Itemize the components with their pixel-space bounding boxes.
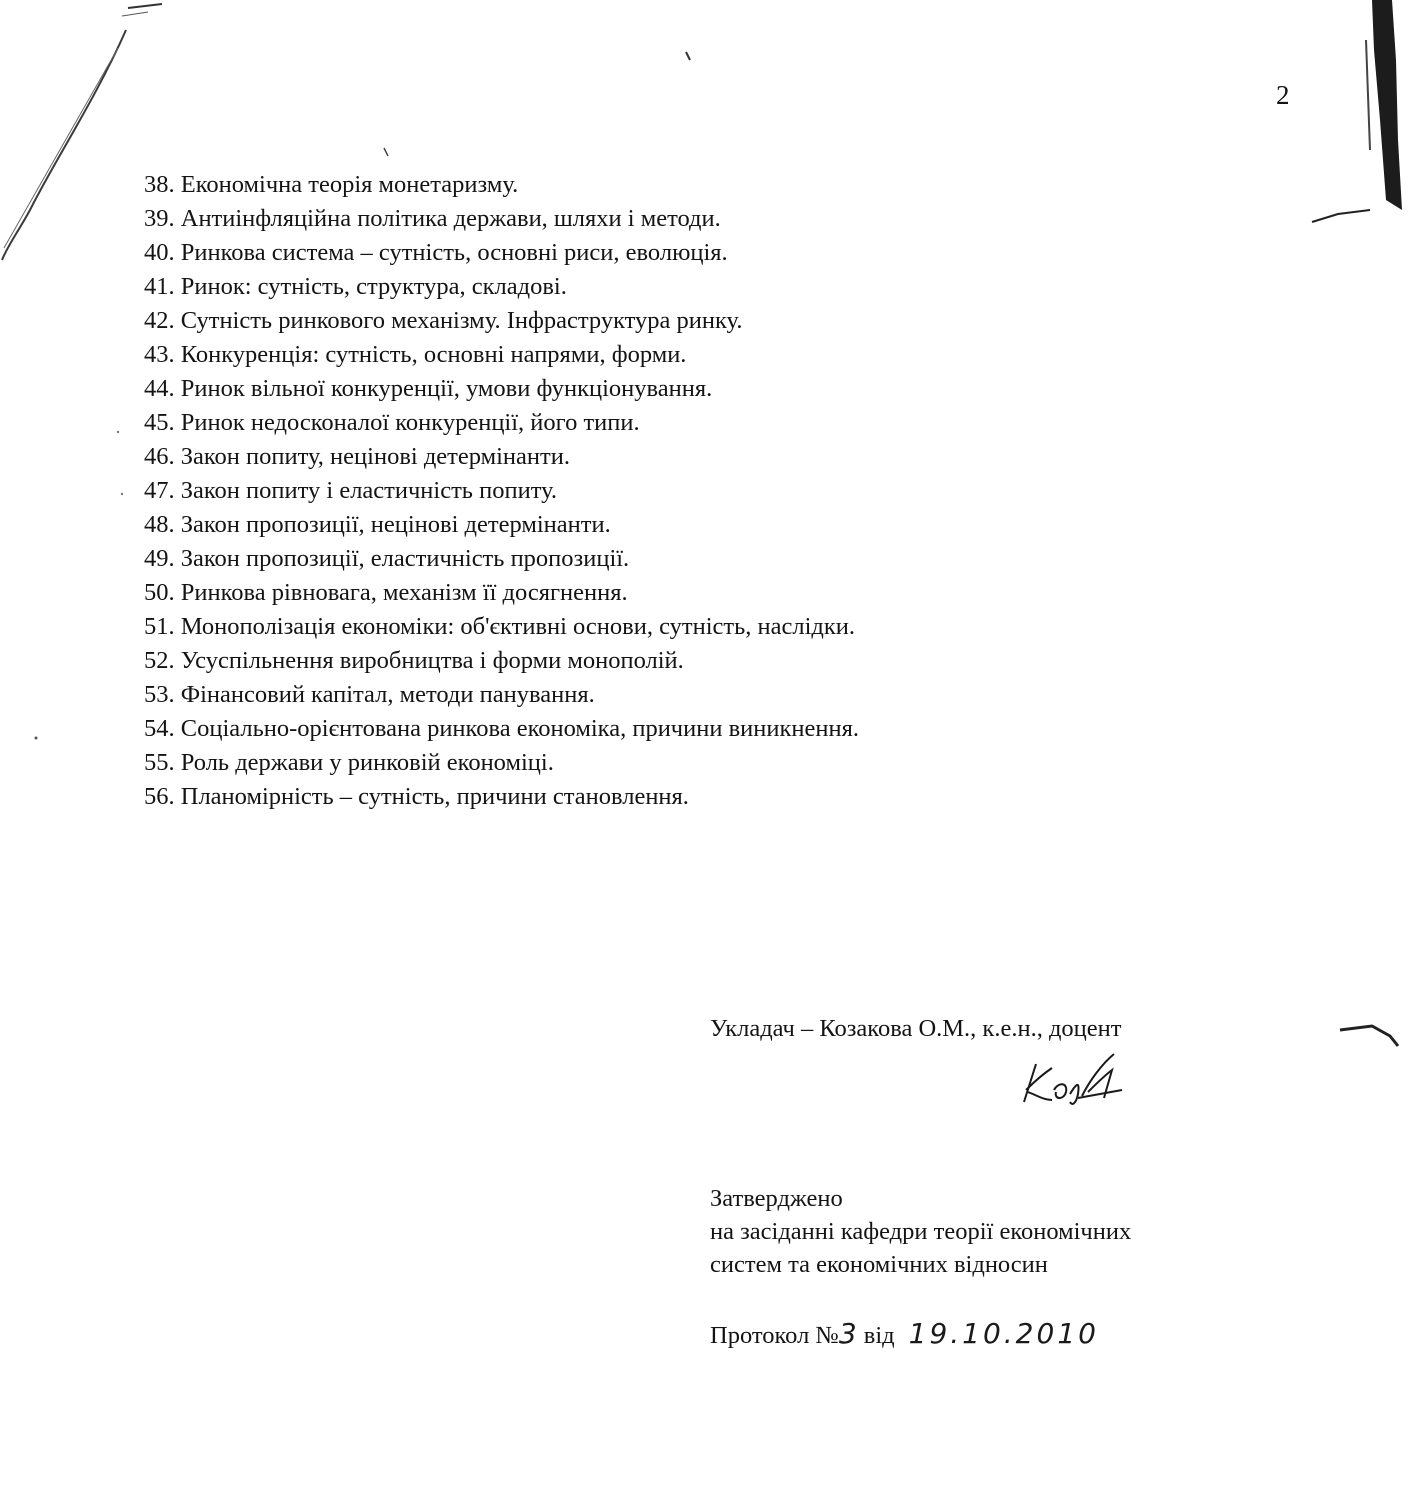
protocol-middle: від bbox=[857, 1322, 895, 1349]
scan-edge-right-bar-2 bbox=[1366, 40, 1370, 150]
protocol-date: 19.10.2010 bbox=[908, 1317, 1099, 1350]
approval-line: на засіданні кафедри теорії економічних bbox=[710, 1218, 1132, 1245]
author-line: Укладач – Козакова О.М., к.е.н., доцент bbox=[710, 1015, 1122, 1042]
question-item: 56. Планомірність – сутність, причини становлення. bbox=[144, 783, 689, 810]
question-item: 40. Ринкова система – сутність, основні риси, еволюція. bbox=[144, 239, 728, 266]
question-item: 53. Фінансовий капітал, методи панування. bbox=[144, 681, 595, 708]
question-item: 39. Антиінфляційна політика держави, шляхи і методи. bbox=[144, 205, 721, 232]
question-item: 45. Ринок недосконалої конкуренції, його типи. bbox=[144, 409, 640, 436]
question-item: 38. Економічна теорія монетаризму. bbox=[144, 171, 519, 198]
question-item: 47. Закон попиту і еластичність попиту. bbox=[144, 477, 557, 504]
scan-edge-left-curve bbox=[2, 30, 126, 260]
question-item: 41. Ринок: сутність, структура, складові. bbox=[144, 273, 567, 300]
scan-mark-right-lower bbox=[1340, 1026, 1398, 1046]
protocol-number: 3 bbox=[838, 1317, 858, 1350]
question-item: 50. Ринкова рівновага, механізм її досягнення. bbox=[144, 579, 628, 606]
exam-questions-list bbox=[144, 168, 859, 814]
question-item: 43. Конкуренція: сутність, основні напрями, форми. bbox=[144, 341, 687, 368]
scan-speck-2 bbox=[384, 148, 388, 156]
question-item: 46. Закон попиту, нецінові детермінанти. bbox=[144, 443, 570, 470]
question-item: 44. Ринок вільної конкуренції, умови функціонування. bbox=[144, 375, 713, 402]
approval-block bbox=[710, 1182, 1131, 1281]
scan-edge-top-left bbox=[128, 4, 162, 8]
page-number: 2 bbox=[1276, 80, 1290, 110]
scan-mark-right-upper bbox=[1312, 210, 1370, 222]
approval-line: систем та економічних відносин bbox=[710, 1251, 1048, 1278]
question-item: 54. Соціально-орієнтована ринкова економіка, причини виникнення. bbox=[144, 715, 859, 742]
scan-dot-1 bbox=[35, 737, 38, 740]
question-item: 48. Закон пропозиції, нецінові детермінанти. bbox=[144, 511, 611, 538]
author-signature bbox=[1018, 1050, 1128, 1106]
question-item: 42. Сутність ринкового механізму. Інфраструктура ринку. bbox=[144, 307, 743, 334]
scan-edge-right-bar bbox=[1372, 0, 1402, 210]
scan-edge-left-line bbox=[4, 48, 118, 248]
question-item: 49. Закон пропозиції, еластичність пропозиції. bbox=[144, 545, 630, 572]
scan-edge-top-left-2 bbox=[122, 12, 148, 16]
protocol-line bbox=[710, 1314, 1099, 1356]
question-item: 51. Монополізація економіки: об'єктивні основи, сутність, наслідки. bbox=[144, 613, 856, 640]
approval-title: Затверджено bbox=[710, 1185, 843, 1212]
scan-dot-2 bbox=[121, 493, 123, 495]
scan-speck-1 bbox=[686, 52, 690, 60]
scan-dot-3 bbox=[117, 431, 119, 433]
question-item: 55. Роль держави у ринковій економіці. bbox=[144, 749, 554, 776]
protocol-prefix: Протокол № bbox=[710, 1322, 839, 1349]
question-item: 52. Усуспільнення виробництва і форми монополій. bbox=[144, 647, 684, 674]
